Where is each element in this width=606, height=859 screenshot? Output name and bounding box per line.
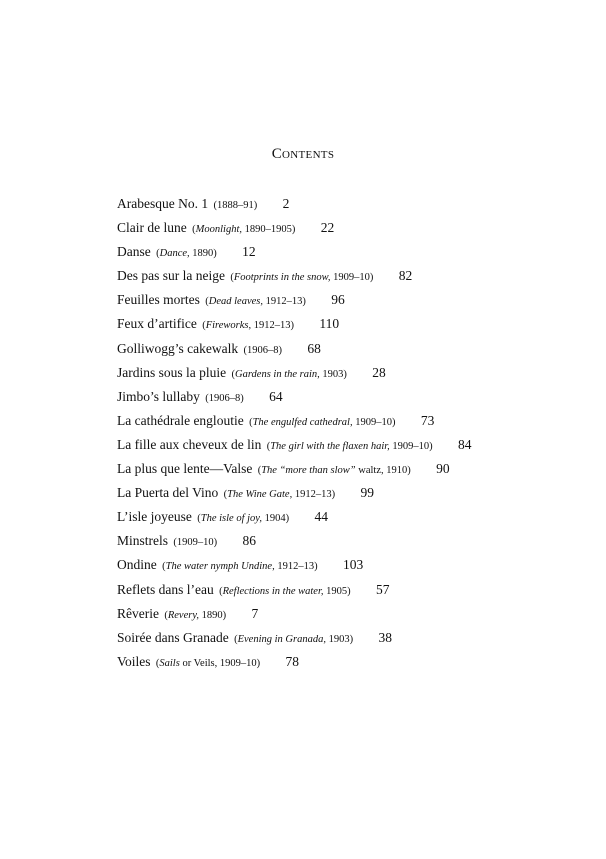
entry-title: Rêverie bbox=[117, 605, 159, 621]
toc-entry-5[interactable] bbox=[117, 292, 472, 316]
entry-page-number: 64 bbox=[269, 388, 283, 404]
entry-title: Des pas sur la neige bbox=[117, 268, 225, 284]
entry-page-number: 73 bbox=[420, 412, 435, 428]
entry-page-number: 82 bbox=[398, 268, 413, 284]
entry-note: (The engulfed cathedral, 1909–10) bbox=[249, 416, 396, 428]
toc-entry-6[interactable] bbox=[117, 316, 472, 340]
toc-entry-12[interactable] bbox=[117, 461, 472, 485]
entry-page-number: 84 bbox=[458, 436, 472, 452]
contents-heading: Contents bbox=[271, 146, 335, 162]
table-of-contents bbox=[117, 196, 472, 678]
toc-entry-16[interactable] bbox=[117, 557, 472, 581]
entry-title: Voiles bbox=[117, 653, 151, 669]
toc-entry-18[interactable] bbox=[117, 606, 472, 630]
toc-entry-19[interactable] bbox=[117, 630, 472, 654]
entry-title: Soirée dans Granade bbox=[117, 629, 229, 645]
entry-title: Clair de lune bbox=[117, 220, 187, 236]
entry-title: Jimbo’s lullaby bbox=[117, 388, 200, 404]
entry-note: (1906–8) bbox=[205, 392, 244, 404]
entry-note: (Fireworks, 1912–13) bbox=[202, 320, 294, 332]
toc-entry-20[interactable] bbox=[117, 654, 472, 678]
entry-note: (Dance, 1890) bbox=[156, 248, 217, 260]
toc-entry-3[interactable] bbox=[117, 244, 472, 268]
entry-note: (Moonlight, 1890–1905) bbox=[192, 224, 296, 236]
entry-note: (Gardens in the rain, 1903) bbox=[231, 368, 347, 380]
entry-page-number: 12 bbox=[242, 244, 256, 260]
entry-title: Minstrels bbox=[117, 533, 169, 549]
entry-note: (1888–91) bbox=[213, 200, 258, 211]
entry-note: (The Wine Gate, 1912–13) bbox=[223, 489, 336, 501]
entry-note: (The water nymph Undine, 1912–13) bbox=[162, 561, 318, 573]
toc-entry-14[interactable] bbox=[117, 509, 472, 533]
entry-page-number: 68 bbox=[307, 340, 321, 356]
entry-title: Ondine bbox=[117, 557, 157, 573]
entry-page-number: 38 bbox=[378, 629, 392, 645]
entry-note: (The girl with the flaxen hair, 1909–10) bbox=[266, 440, 433, 452]
entry-note: (Dead leaves, 1912–13) bbox=[205, 296, 306, 308]
entry-note: (1909–10) bbox=[173, 537, 218, 549]
toc-entry-2[interactable] bbox=[117, 220, 472, 244]
entry-page-number: 7 bbox=[251, 605, 259, 621]
toc-entry-11[interactable] bbox=[117, 437, 472, 461]
entry-title: Jardins sous la pluie bbox=[117, 364, 227, 380]
toc-entry-7[interactable] bbox=[117, 341, 472, 365]
entry-note: (Evening in Granada, 1903) bbox=[234, 633, 354, 645]
entry-title: Feuilles mortes bbox=[117, 292, 200, 308]
entry-title: La fille aux cheveux de lin bbox=[117, 436, 262, 452]
entry-title: Arabesque No. 1 bbox=[117, 196, 209, 211]
entry-page-number: 96 bbox=[331, 292, 345, 308]
entry-page-number: 57 bbox=[376, 581, 390, 597]
entry-title: La plus que lente—Valse bbox=[117, 461, 253, 477]
entry-note: (Footprints in the snow, 1909–10) bbox=[230, 272, 374, 284]
entry-page-number: 103 bbox=[342, 557, 364, 573]
entry-page-number: 86 bbox=[242, 533, 257, 549]
toc-entry-15[interactable] bbox=[117, 533, 472, 557]
entry-title: La cathédrale engloutie bbox=[117, 412, 244, 428]
entry-note: (1906–8) bbox=[243, 344, 282, 356]
entry-note: (The “more than slow” waltz, 1910) bbox=[257, 465, 411, 477]
entry-title: Danse bbox=[117, 244, 151, 260]
toc-entry-17[interactable] bbox=[117, 582, 472, 606]
entry-page-number: 22 bbox=[320, 220, 335, 236]
entry-title: Reflets dans l’eau bbox=[117, 581, 214, 597]
toc-entry-9[interactable] bbox=[117, 389, 472, 413]
entry-title: L’isle joyeuse bbox=[117, 509, 192, 525]
toc-entry-13[interactable] bbox=[117, 485, 472, 509]
entry-title: Golliwogg’s cakewalk bbox=[117, 340, 239, 356]
entry-note: (Sails or Veils, 1909–10) bbox=[155, 657, 261, 669]
entry-note: (Revery, 1890) bbox=[164, 609, 227, 621]
entry-page-number: 99 bbox=[360, 485, 374, 501]
entry-page-number: 90 bbox=[436, 461, 450, 477]
toc-entry-4[interactable] bbox=[117, 268, 472, 292]
entry-note: (Reflections in the water, 1905) bbox=[219, 585, 351, 597]
entry-page-number: 2 bbox=[282, 196, 290, 211]
entry-page-number: 110 bbox=[319, 316, 340, 332]
entry-page-number: 78 bbox=[285, 653, 299, 669]
entry-note: (The isle of joy, 1904) bbox=[197, 513, 290, 525]
entry-title: Feux d’artifice bbox=[117, 316, 197, 332]
toc-entry-1[interactable] bbox=[117, 196, 472, 220]
entry-title: La Puerta del Vino bbox=[117, 485, 219, 501]
toc-entry-8[interactable] bbox=[117, 365, 472, 389]
entry-page-number: 44 bbox=[314, 509, 328, 525]
toc-entry-10[interactable] bbox=[117, 413, 472, 437]
entry-page-number: 28 bbox=[372, 364, 386, 380]
